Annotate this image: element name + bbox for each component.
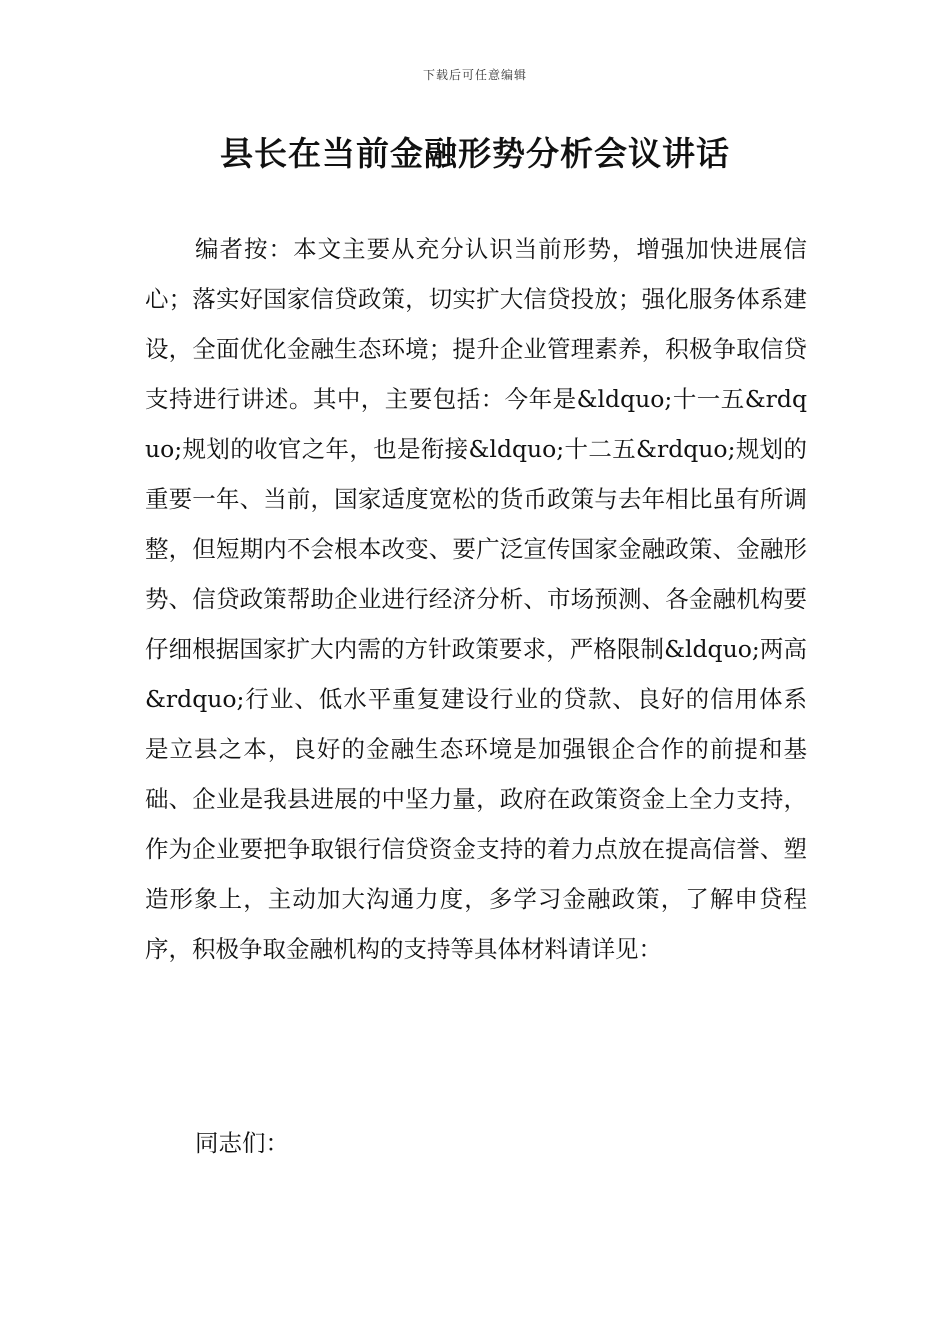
header-note: 下载后可任意编辑 xyxy=(422,68,527,82)
editor-note-paragraph: 编者按：本文主要从充分认识当前形势，增强加快进展信心；落实好国家信贷政策，切实扩大信贷投放；强化服务体系建设，全面优化金融生态环境；提升企业管理素养，积极争取信贷支持进行讲述。其中，主要包括：今年是&ldquo;十一五&rdquo;规划的收官之年，也是衔接&ldquo;十二五&rdquo;规划的重要一年、当前，国家适度宽松的货币政策与去年相比虽有所调整，但短期内不会根本改变、要广泛宣传国家金融政策、金融形势、信贷政策帮助企业进行经济分析、市场预测、各金融机构要仔细根据国家扩大内需的方针政策要求，严格限制&ldquo;两高&rdquo;行业、低水平重复建设行业的贷款、良好的信用体系是立县之本，良好的金融生态环境是加强银企合作的前提和基础、企业是我县进展的中坚力量，政府在政策资金上全力支持，作为企业要把争取银行信贷资金支持的着力点放在提高信誉、塑造形象上，主动加大沟通力度，多学习金融政策，了解申贷程序，积极争取金融机构的支持等具体材料请详见： xyxy=(145,235,807,963)
salutation: 同志们： xyxy=(195,1129,289,1157)
page-title: 县长在当前金融形势分析会议讲话 xyxy=(220,134,730,173)
